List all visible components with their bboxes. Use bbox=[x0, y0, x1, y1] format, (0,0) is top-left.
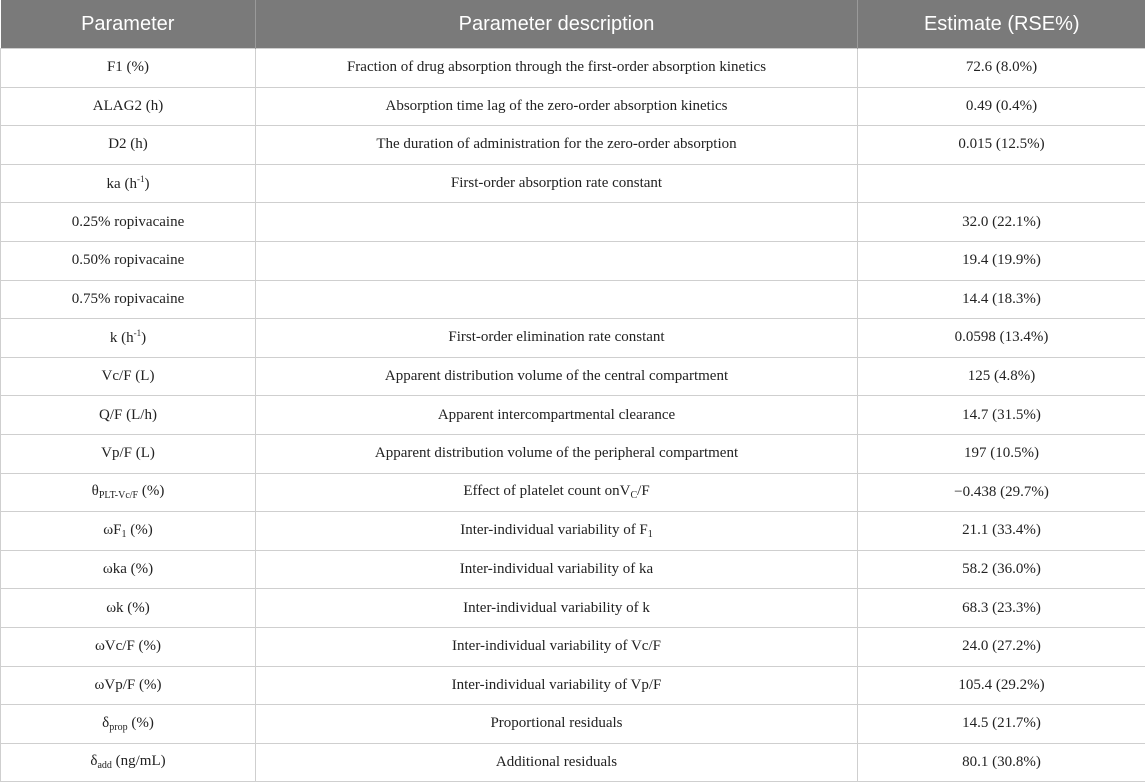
description-cell: Proportional residuals bbox=[256, 705, 858, 744]
subscript: 1 bbox=[121, 529, 126, 540]
estimate-cell: 0.015 (12.5%) bbox=[858, 126, 1145, 165]
table-row bbox=[1, 280, 1145, 319]
header-row bbox=[1, 0, 1145, 49]
estimate-cell: 58.2 (36.0%) bbox=[858, 550, 1145, 589]
subscript: add bbox=[97, 760, 111, 771]
param-cell: ka $(h^{-1})$ bbox=[1, 164, 256, 203]
description-cell: Apparent intercompartmental clearance bbox=[256, 396, 858, 435]
param-cell: 0.75% ropivacaine bbox=[1, 280, 256, 319]
estimate-cell: −0.438 (29.7%) bbox=[858, 473, 1145, 512]
estimate-cell: 21.1 (33.4%) bbox=[858, 512, 1145, 551]
param-cell: ωk (%) bbox=[1, 589, 256, 628]
param-cell: 0.50% ropivacaine bbox=[1, 241, 256, 280]
table-row bbox=[1, 49, 1145, 88]
description-cell: Additional residuals bbox=[256, 743, 858, 782]
table-row bbox=[1, 512, 1145, 551]
estimate-cell: 197 (10.5%) bbox=[858, 434, 1145, 473]
header-estimate: Estimate (RSE%) bbox=[858, 0, 1145, 49]
table-row bbox=[1, 396, 1145, 435]
estimate-cell: 14.5 (21.7%) bbox=[858, 705, 1145, 744]
param-cell: Vc/F (L) bbox=[1, 357, 256, 396]
description-cell bbox=[256, 241, 858, 280]
param-cell: $\delta_{add}$ (ng/mL) bbox=[1, 743, 256, 782]
table-row bbox=[1, 705, 1145, 744]
param-cell: 0.25% ropivacaine bbox=[1, 203, 256, 242]
subscript: PLT-Vc/F bbox=[99, 490, 138, 501]
table-row bbox=[1, 203, 1145, 242]
subscript: C bbox=[630, 490, 637, 501]
param-cell: ωVp/F (%) bbox=[1, 666, 256, 705]
table-row bbox=[1, 241, 1145, 280]
table-row bbox=[1, 666, 1145, 705]
description-cell: First-order elimination rate constant bbox=[256, 319, 858, 358]
param-cell: Q/F (L/h) bbox=[1, 396, 256, 435]
table-row bbox=[1, 319, 1145, 358]
table-row bbox=[1, 434, 1145, 473]
estimate-cell: 0.49 (0.4%) bbox=[858, 87, 1145, 126]
description-cell: Inter-individual variability of Vc/F bbox=[256, 627, 858, 666]
param-cell: D2 (h) bbox=[1, 126, 256, 165]
table-row bbox=[1, 126, 1145, 165]
superscript: -1 bbox=[137, 174, 145, 184]
description-cell: Apparent distribution volume of the peripheral compartment bbox=[256, 434, 858, 473]
estimate-cell: 19.4 (19.9%) bbox=[858, 241, 1145, 280]
table-row bbox=[1, 87, 1145, 126]
description-cell: Fraction of drug absorption through the first-order absorption kinetics bbox=[256, 49, 858, 88]
description-cell bbox=[256, 203, 858, 242]
table-row bbox=[1, 550, 1145, 589]
table-row bbox=[1, 589, 1145, 628]
table-row bbox=[1, 627, 1145, 666]
estimate-cell: 24.0 (27.2%) bbox=[858, 627, 1145, 666]
description-cell: Inter-individual variability of $F_1$ bbox=[256, 512, 858, 551]
param-cell: ALAG2 (h) bbox=[1, 87, 256, 126]
table-row bbox=[1, 164, 1145, 203]
header-parameter: Parameter bbox=[1, 0, 256, 49]
param-cell: $\theta_{PLT-Vc/F}$ (%) bbox=[1, 473, 256, 512]
subscript: 1 bbox=[648, 529, 653, 540]
table-row bbox=[1, 357, 1145, 396]
estimate-cell: 105.4 (29.2%) bbox=[858, 666, 1145, 705]
description-cell: Effect of platelet count onV$_C$/F bbox=[256, 473, 858, 512]
estimate-cell: 32.0 (22.1%) bbox=[858, 203, 1145, 242]
param-cell: ωka (%) bbox=[1, 550, 256, 589]
description-cell: Absorption time lag of the zero-order absorption kinetics bbox=[256, 87, 858, 126]
estimate-cell: 14.4 (18.3%) bbox=[858, 280, 1145, 319]
param-cell: k $(h^{-1})$ bbox=[1, 319, 256, 358]
estimate-cell: 0.0598 (13.4%) bbox=[858, 319, 1145, 358]
description-cell bbox=[256, 280, 858, 319]
estimate-cell: 68.3 (23.3%) bbox=[858, 589, 1145, 628]
param-cell: F1 (%) bbox=[1, 49, 256, 88]
description-cell: First-order absorption rate constant bbox=[256, 164, 858, 203]
description-cell: Apparent distribution volume of the central compartment bbox=[256, 357, 858, 396]
subscript: prop bbox=[109, 722, 127, 733]
estimate-cell: 72.6 (8.0%) bbox=[858, 49, 1145, 88]
description-cell: Inter-individual variability of k bbox=[256, 589, 858, 628]
description-cell: The duration of administration for the zero-order absorption bbox=[256, 126, 858, 165]
description-cell: Inter-individual variability of ka bbox=[256, 550, 858, 589]
description-cell: Inter-individual variability of Vp/F bbox=[256, 666, 858, 705]
estimate-cell: 125 (4.8%) bbox=[858, 357, 1145, 396]
estimate-cell: 80.1 (30.8%) bbox=[858, 743, 1145, 782]
param-cell: $\delta_{prop}$ (%) bbox=[1, 705, 256, 744]
estimate-cell: 14.7 (31.5%) bbox=[858, 396, 1145, 435]
header-description: Parameter description bbox=[256, 0, 858, 49]
param-cell: ωVc/F (%) bbox=[1, 627, 256, 666]
table-row bbox=[1, 473, 1145, 512]
superscript: -1 bbox=[134, 328, 142, 338]
param-cell: $\omega F_1$ (%) bbox=[1, 512, 256, 551]
table-row bbox=[1, 743, 1145, 782]
estimate-cell bbox=[858, 164, 1145, 203]
param-cell: Vp/F (L) bbox=[1, 434, 256, 473]
